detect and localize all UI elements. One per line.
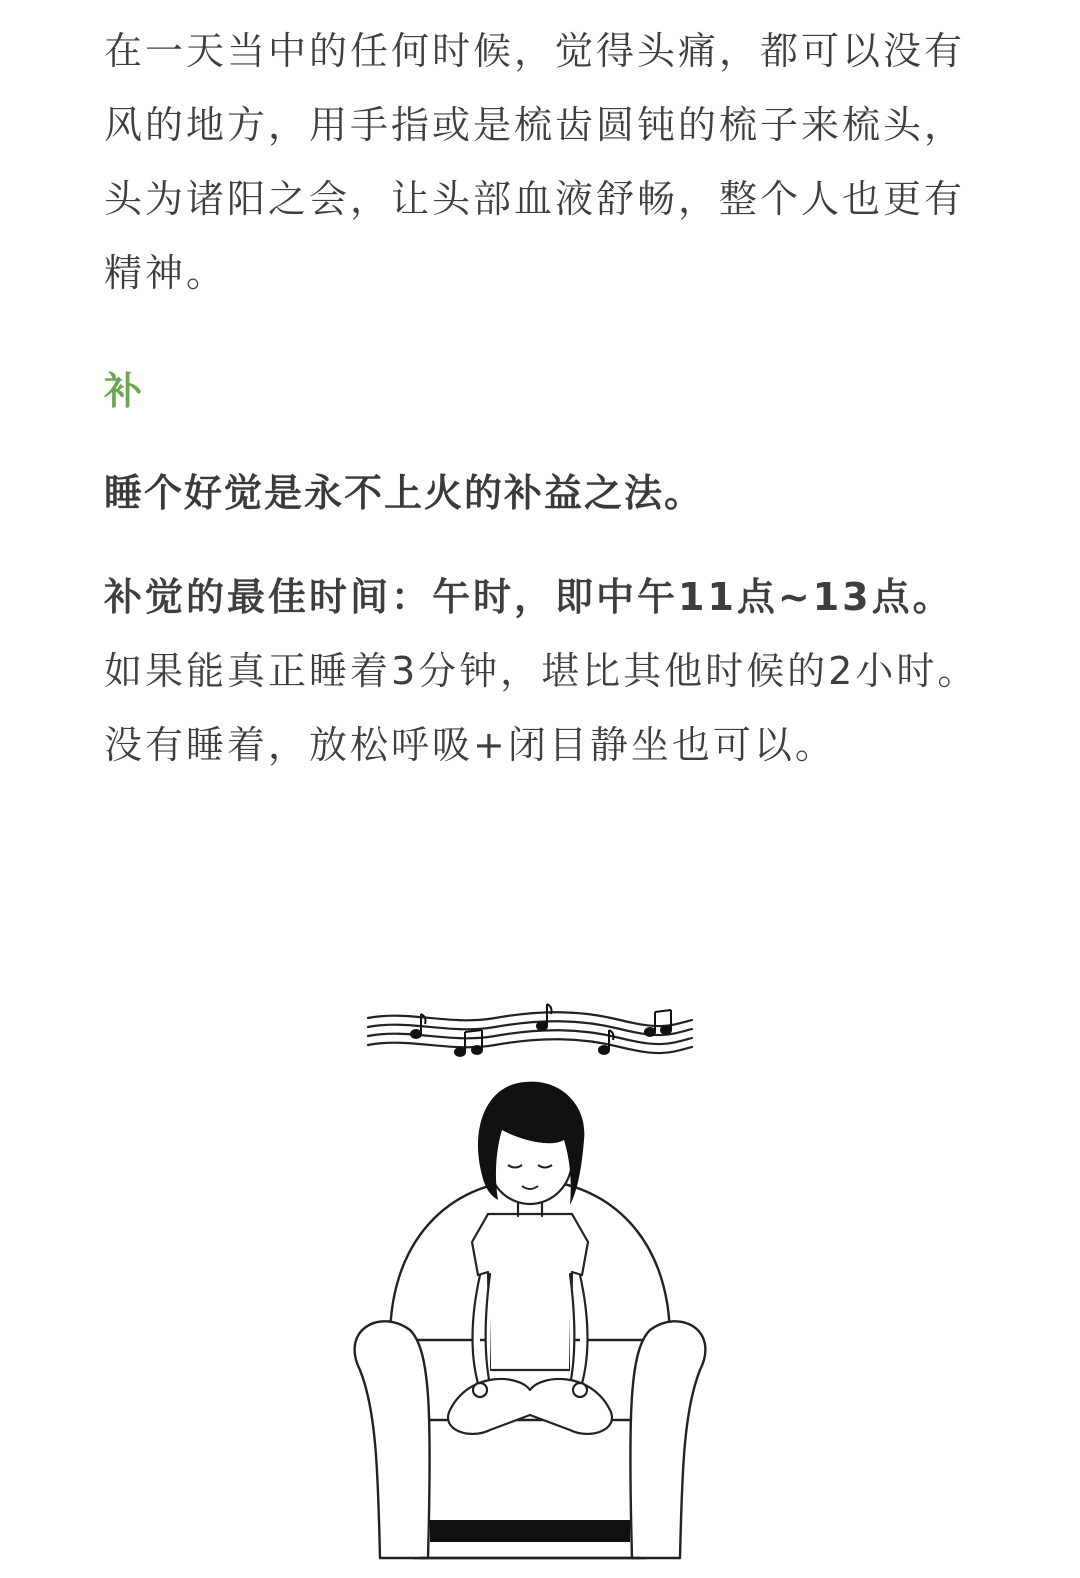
article-body [104, 14, 984, 782]
section-heading-bu: 补 [104, 369, 146, 413]
meditating-person-icon [320, 990, 740, 1578]
nap-time-bold: 补觉的最佳时间：午时，即中午11点~13点。 [104, 575, 954, 619]
meditation-illustration [320, 990, 740, 1578]
paragraph-good-sleep: 睡个好觉是永不上火的补益之法。 [104, 471, 705, 515]
nap-time-rest: 如果能真正睡着3分钟，堪比其他时候的2小时。没有睡着，放松呼吸+闭目静坐也可以。 [104, 649, 979, 767]
paragraph-headache-combing: 在一天当中的任何时候，觉得头痛，都可以没有风的地方，用手指或是梳齿圆钝的梳子来梳头，头为诸阳之会，让头部血液舒畅，整个人也更有精神。 [104, 29, 966, 295]
paragraph-nap-time [104, 560, 984, 782]
